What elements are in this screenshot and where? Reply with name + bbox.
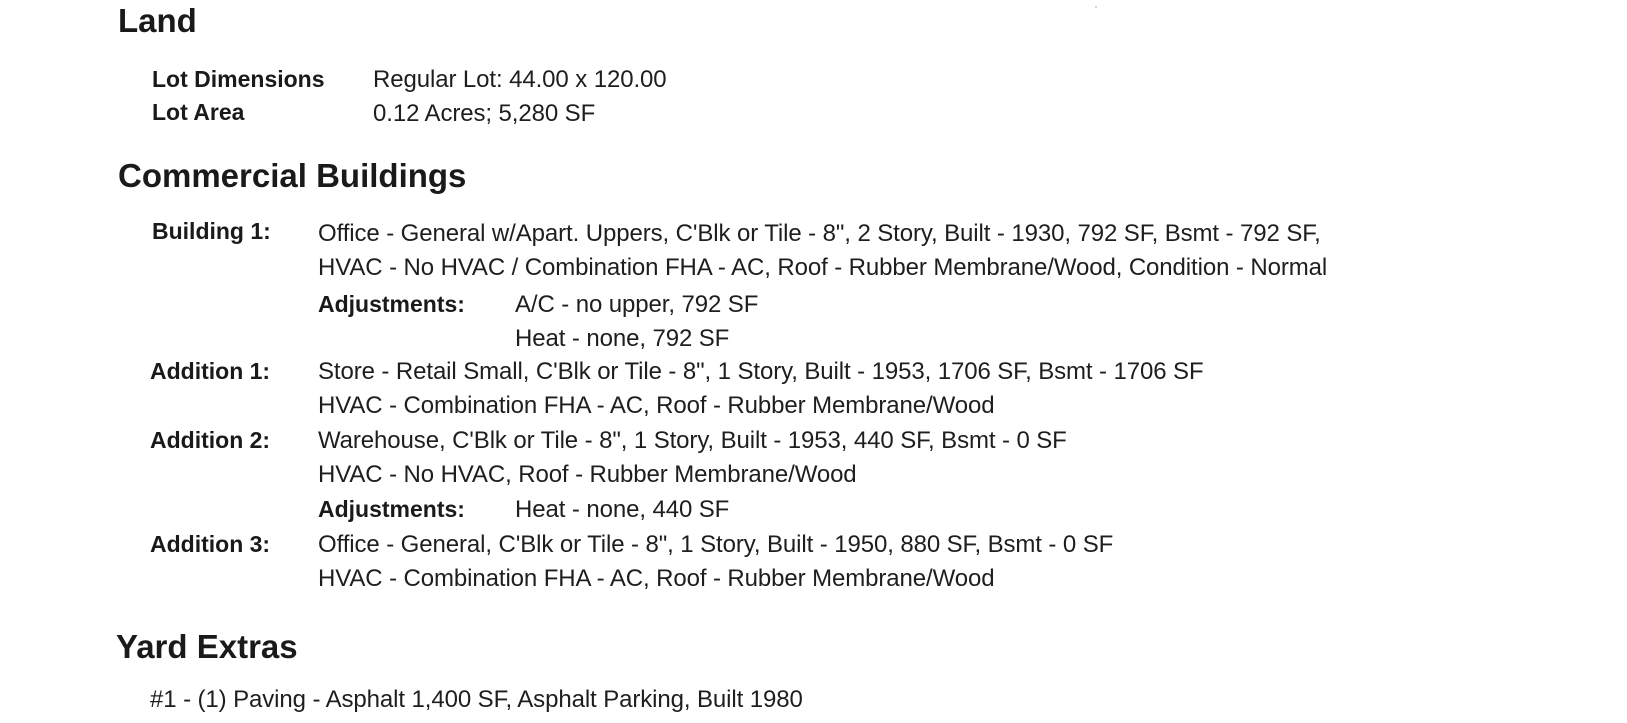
addition-3-line-1: Office - General, C'Blk or Tile - 8", 1 Story, Built - 1950, 880 SF, Bsmt - 0 SF — [318, 531, 1114, 558]
addition-3-label: Addition 3: — [150, 531, 271, 557]
building-1-label: Building 1: — [152, 218, 271, 244]
lot-dimensions-value: Regular Lot: 44.00 x 120.00 — [373, 66, 667, 93]
scan-speck — [1095, 6, 1097, 8]
addition-2-label: Addition 2: — [150, 427, 271, 453]
building-1-adjustment-2: Heat - none, 792 SF — [515, 325, 730, 352]
land-heading: Land — [118, 2, 197, 39]
addition-2-line-2: HVAC - No HVAC, Roof - Rubber Membrane/Wood — [318, 461, 857, 488]
lot-area-label: Lot Area — [152, 99, 245, 125]
building-1-line-2: HVAC - No HVAC / Combination FHA - AC, Roof - Rubber Membrane/Wood, Condition - Normal — [318, 254, 1328, 281]
building-1-adjustment-1: A/C - no upper, 792 SF — [515, 291, 759, 318]
building-1-adjustments-label: Adjustments: — [318, 291, 465, 317]
addition-2-adjustments-label: Adjustments: — [318, 496, 465, 522]
addition-3-line-2: HVAC - Combination FHA - AC, Roof - Rubber Membrane/Wood — [318, 565, 995, 592]
addition-1-line-2: HVAC - Combination FHA - AC, Roof - Rubber Membrane/Wood — [318, 392, 995, 419]
yard-extra-item-1: #1 - (1) Paving - Asphalt 1,400 SF, Asphalt Parking, Built 1980 — [150, 686, 803, 713]
addition-1-label: Addition 1: — [150, 358, 271, 384]
addition-2-line-1: Warehouse, C'Blk or Tile - 8", 1 Story, Built - 1953, 440 SF, Bsmt - 0 SF — [318, 427, 1067, 454]
addition-2-adjustment-1: Heat - none, 440 SF — [515, 496, 730, 523]
commercial-buildings-heading: Commercial Buildings — [118, 157, 467, 194]
building-1-line-1: Office - General w/Apart. Uppers, C'Blk or Tile - 8", 2 Story, Built - 1930, 792 SF, Bsmt - 792 SF, — [318, 220, 1321, 247]
yard-extras-heading: Yard Extras — [116, 628, 298, 665]
lot-area-value: 0.12 Acres; 5,280 SF — [373, 100, 596, 127]
lot-dimensions-label: Lot Dimensions — [152, 66, 325, 92]
addition-1-line-1: Store - Retail Small, C'Blk or Tile - 8", 1 Story, Built - 1953, 1706 SF, Bsmt - 1706 SF — [318, 358, 1204, 385]
